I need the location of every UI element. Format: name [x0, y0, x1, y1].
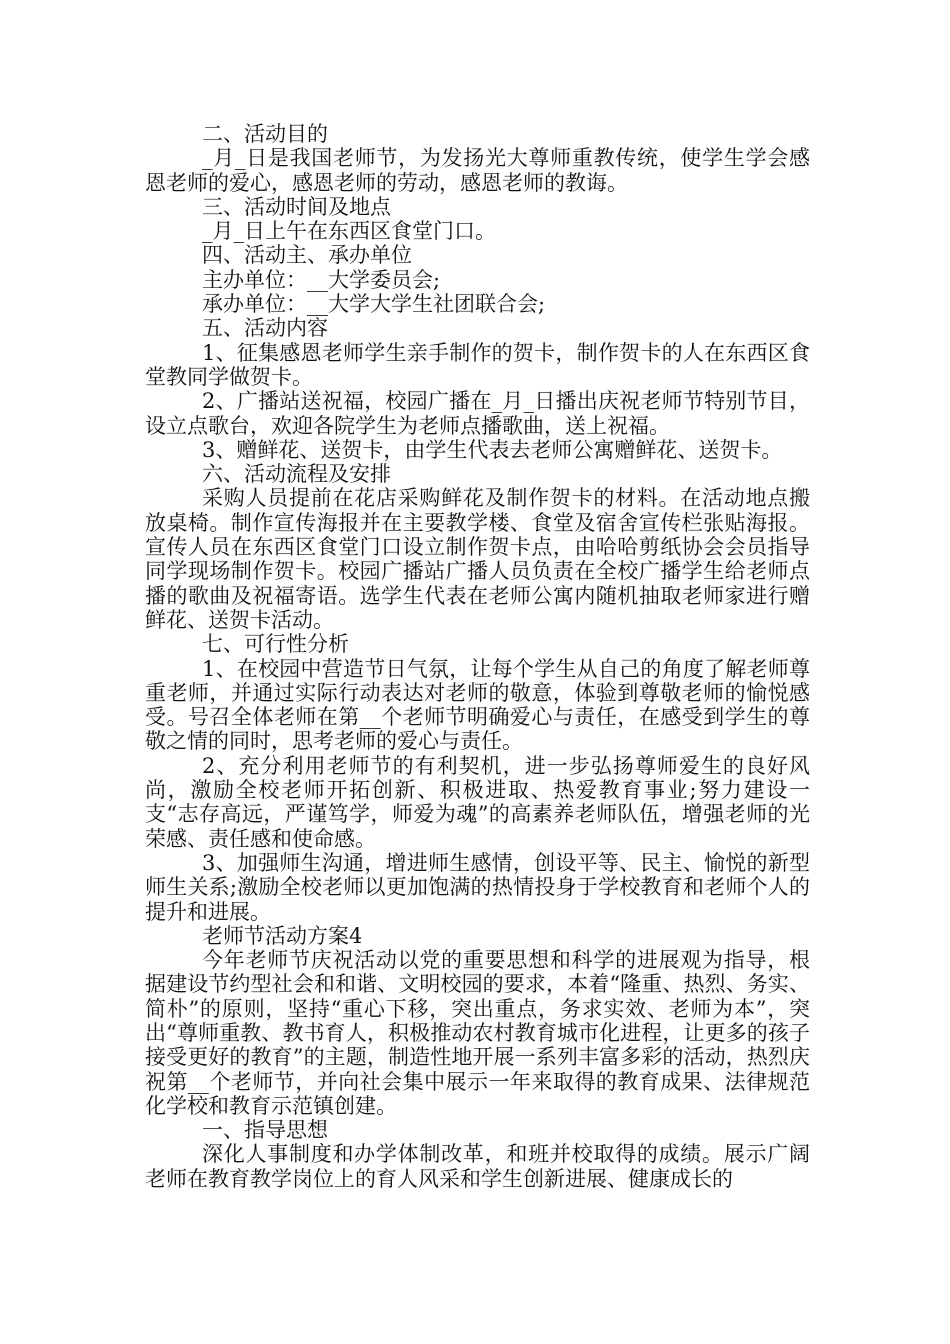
paragraph-co-host: 承办单位：__大学大学生社团联合会; — [202, 292, 546, 317]
section-heading-guiding-thought: 一、指导思想 — [202, 1118, 328, 1143]
section-heading-purpose: 二、活动目的 — [202, 122, 328, 146]
section-heading-time-place: 三、活动时间及地点 — [202, 194, 391, 219]
section-heading-organizers: 四、活动主、承办单位 — [202, 243, 412, 268]
section-heading-content: 五、活动内容 — [202, 316, 328, 341]
paragraph-feasibility-2: 2、充分利用老师节的有利契机，进一步弘扬尊师爱生的良好风尚，激励全校老师开拓创新、积极进取、热爱教育事业;努力建设一支“志存高远，严谨笃学，师爱为魂”的高素养老师队伍，增强老师的光荣感、责任感和使命感。 — [145, 753, 810, 851]
document-body — [145, 122, 810, 1191]
section-heading-feasibility: 七、可行性分析 — [202, 632, 349, 657]
paragraph-content-3: 3、赠鲜花、送贺卡，由学生代表去老师公寓赠鲜花、送贺卡。 — [202, 437, 783, 462]
paragraph-guiding-thought: 深化人事制度和办学体制改革，和班并校取得的成绩。展示广阔老师在教育教学岗位上的育人风采和学生创新进展、健康成长的 — [145, 1142, 810, 1191]
section-heading-plan-4: 老师节活动方案4 — [202, 923, 363, 948]
paragraph-process: 采购人员提前在花店采购鲜花及制作贺卡的材料。在活动地点搬放桌椅。制作宣传海报并在主要教学楼、食堂及宿舍宣传栏张贴海报。宣传人员在东西区食堂门口设立制作贺卡点，由哈哈剪纸协会会员指导同学现场制作贺卡。校园广播站广播人员负责在全校广播学生给老师点播的歌曲及祝福寄语。选学生代表在老师公寓内随机抽取老师家进行赠鲜花、送贺卡活动。 — [145, 486, 810, 632]
paragraph-purpose: _月_日是我国老师节，为发扬光大尊师重教传统，使学生学会感恩老师的爱心，感恩老师的劳动，感恩老师的教诲。 — [145, 146, 810, 195]
paragraph-plan-4-intro: 今年老师节庆祝活动以党的重要思想和科学的进展观为指导，根据建设节约型社会和和谐、文明校园的要求，本着“隆重、热烈、务实、简朴”的原则，坚持“重心下移，突出重点，务求实效、老师为本”，突出“尊师重教、教书育人，积极推动农村教育城市化进程，让更多的孩子接受更好的教育”的主题，制造性地开展一系列丰富多彩的活动，热烈庆祝第__个老师节，并向社会集中展示一年来取得的教育成果、法律规范化学校和教育示范镇创建。 — [145, 948, 810, 1118]
paragraph-feasibility-1: 1、在校园中营造节日气氛，让每个学生从自己的角度了解老师尊重老师，并通过实际行动表达对老师的敬意，体验到尊敬老师的愉悦感受。号召全体老师在第__个老师节明确爱心与责任，在感受到学生的尊敬之情的同时，思考老师的爱心与责任。 — [145, 656, 810, 754]
paragraph-feasibility-3: 3、加强师生沟通，增进师生感情，创设平等、民主、愉悦的新型师生关系;激励全校老师以更加饱满的热情投身于学校教育和老师个人的提升和进展。 — [145, 850, 810, 924]
paragraph-content-2: 2、广播站送祝福，校园广播在_月_日播出庆祝老师节特别节目，设立点歌台，欢迎各院学生为老师点播歌曲，送上祝福。 — [145, 389, 810, 438]
paragraph-time-place: _月_日上午在东西区食堂门口。 — [202, 219, 496, 244]
section-heading-process: 六、活动流程及安排 — [202, 462, 391, 487]
paragraph-content-1: 1、征集感恩老师学生亲手制作的贺卡，制作贺卡的人在东西区食堂教同学做贺卡。 — [145, 340, 810, 389]
paragraph-host: 主办单位：__大学委员会; — [202, 267, 441, 292]
